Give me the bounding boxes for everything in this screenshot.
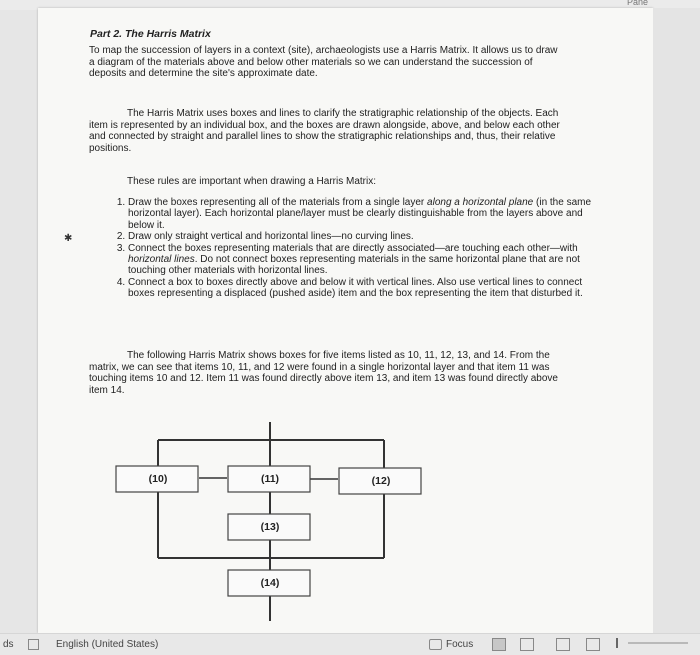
- box-11-label: (11): [260, 473, 280, 485]
- paragraph-explanation: The Harris Matrix uses boxes and lines to clarify the stratigraphic relationship of the objects. Each item is represented by an individual box, and the boxes are drawn alongside, above, and below each other and connected by straight and parallel lines to show the stratigraphic relationships and, thus, their relative positions.: [89, 108, 560, 154]
- rule-item: 3. Connect the boxes representing materials that are directly associated—are touching each other—with horizontal lines. Do not connect boxes representing materials in the same horizontal plane that are not touching other materials with horizontal lines.: [128, 243, 598, 277]
- rule-item: 1. Draw the boxes representing all of the materials from a single layer along a horizontal plane (in the same horizontal layer). Each horizontal plane/layer must be clearly distinguishable from the layers above and below it.: [128, 197, 598, 231]
- margin-marker: ✱: [64, 233, 73, 244]
- focus-button[interactable]: Focus: [446, 639, 474, 650]
- box-14-label: (14): [260, 577, 280, 589]
- box-12-label: (12): [371, 475, 391, 487]
- language-indicator[interactable]: English (United States): [56, 639, 159, 650]
- pane-label: Pane: [626, 0, 648, 7]
- rules-list: [88, 197, 598, 300]
- status-fragment: ds: [3, 639, 14, 650]
- box-13-label: (13): [260, 521, 280, 533]
- focus-icon[interactable]: [429, 639, 442, 650]
- box-10-label: (10): [148, 473, 168, 485]
- zoom-slider-knob[interactable]: [616, 638, 618, 648]
- paragraph-rules-intro: These rules are important when drawing a Harris Matrix:: [127, 176, 376, 187]
- section-heading: Part 2. The Harris Matrix: [90, 28, 211, 40]
- web-layout-view-icon[interactable]: [520, 638, 534, 651]
- draft-view-icon[interactable]: [586, 638, 600, 651]
- right-gutter: [653, 8, 700, 633]
- zoom-slider[interactable]: [628, 642, 688, 644]
- rule-item: 2. Draw only straight vertical and horizontal lines—no curving lines.: [128, 231, 598, 242]
- paragraph-intro: To map the succession of layers in a context (site), archaeologists use a Harris Matrix. It allows us to draw a diagram of the materials above and below other materials so we can understand the succession of deposits and determine the site's approximate date.: [89, 45, 558, 80]
- paragraph-example: The following Harris Matrix shows boxes for five items listed as 10, 11, 12, 13, and 14. From the matrix, we can see that items 10, 11, and 12 were found in a single horizontal layer and that item 11 was touching items 10 and 12. Item 11 was found directly above item 13, and item 13 was found directly above item 14.: [89, 350, 558, 396]
- status-bar: [0, 633, 700, 655]
- print-layout-view-icon[interactable]: [492, 638, 506, 651]
- outline-view-icon[interactable]: [556, 638, 570, 651]
- harris-matrix-diagram: [110, 418, 450, 628]
- rule-item: 4. Connect a box to boxes directly above and below it with vertical lines. Also use vertical lines to connect boxes representing a displaced (pushed aside) item and the box representing the item that disturbed it.: [128, 277, 598, 300]
- proofing-icon[interactable]: [28, 639, 39, 650]
